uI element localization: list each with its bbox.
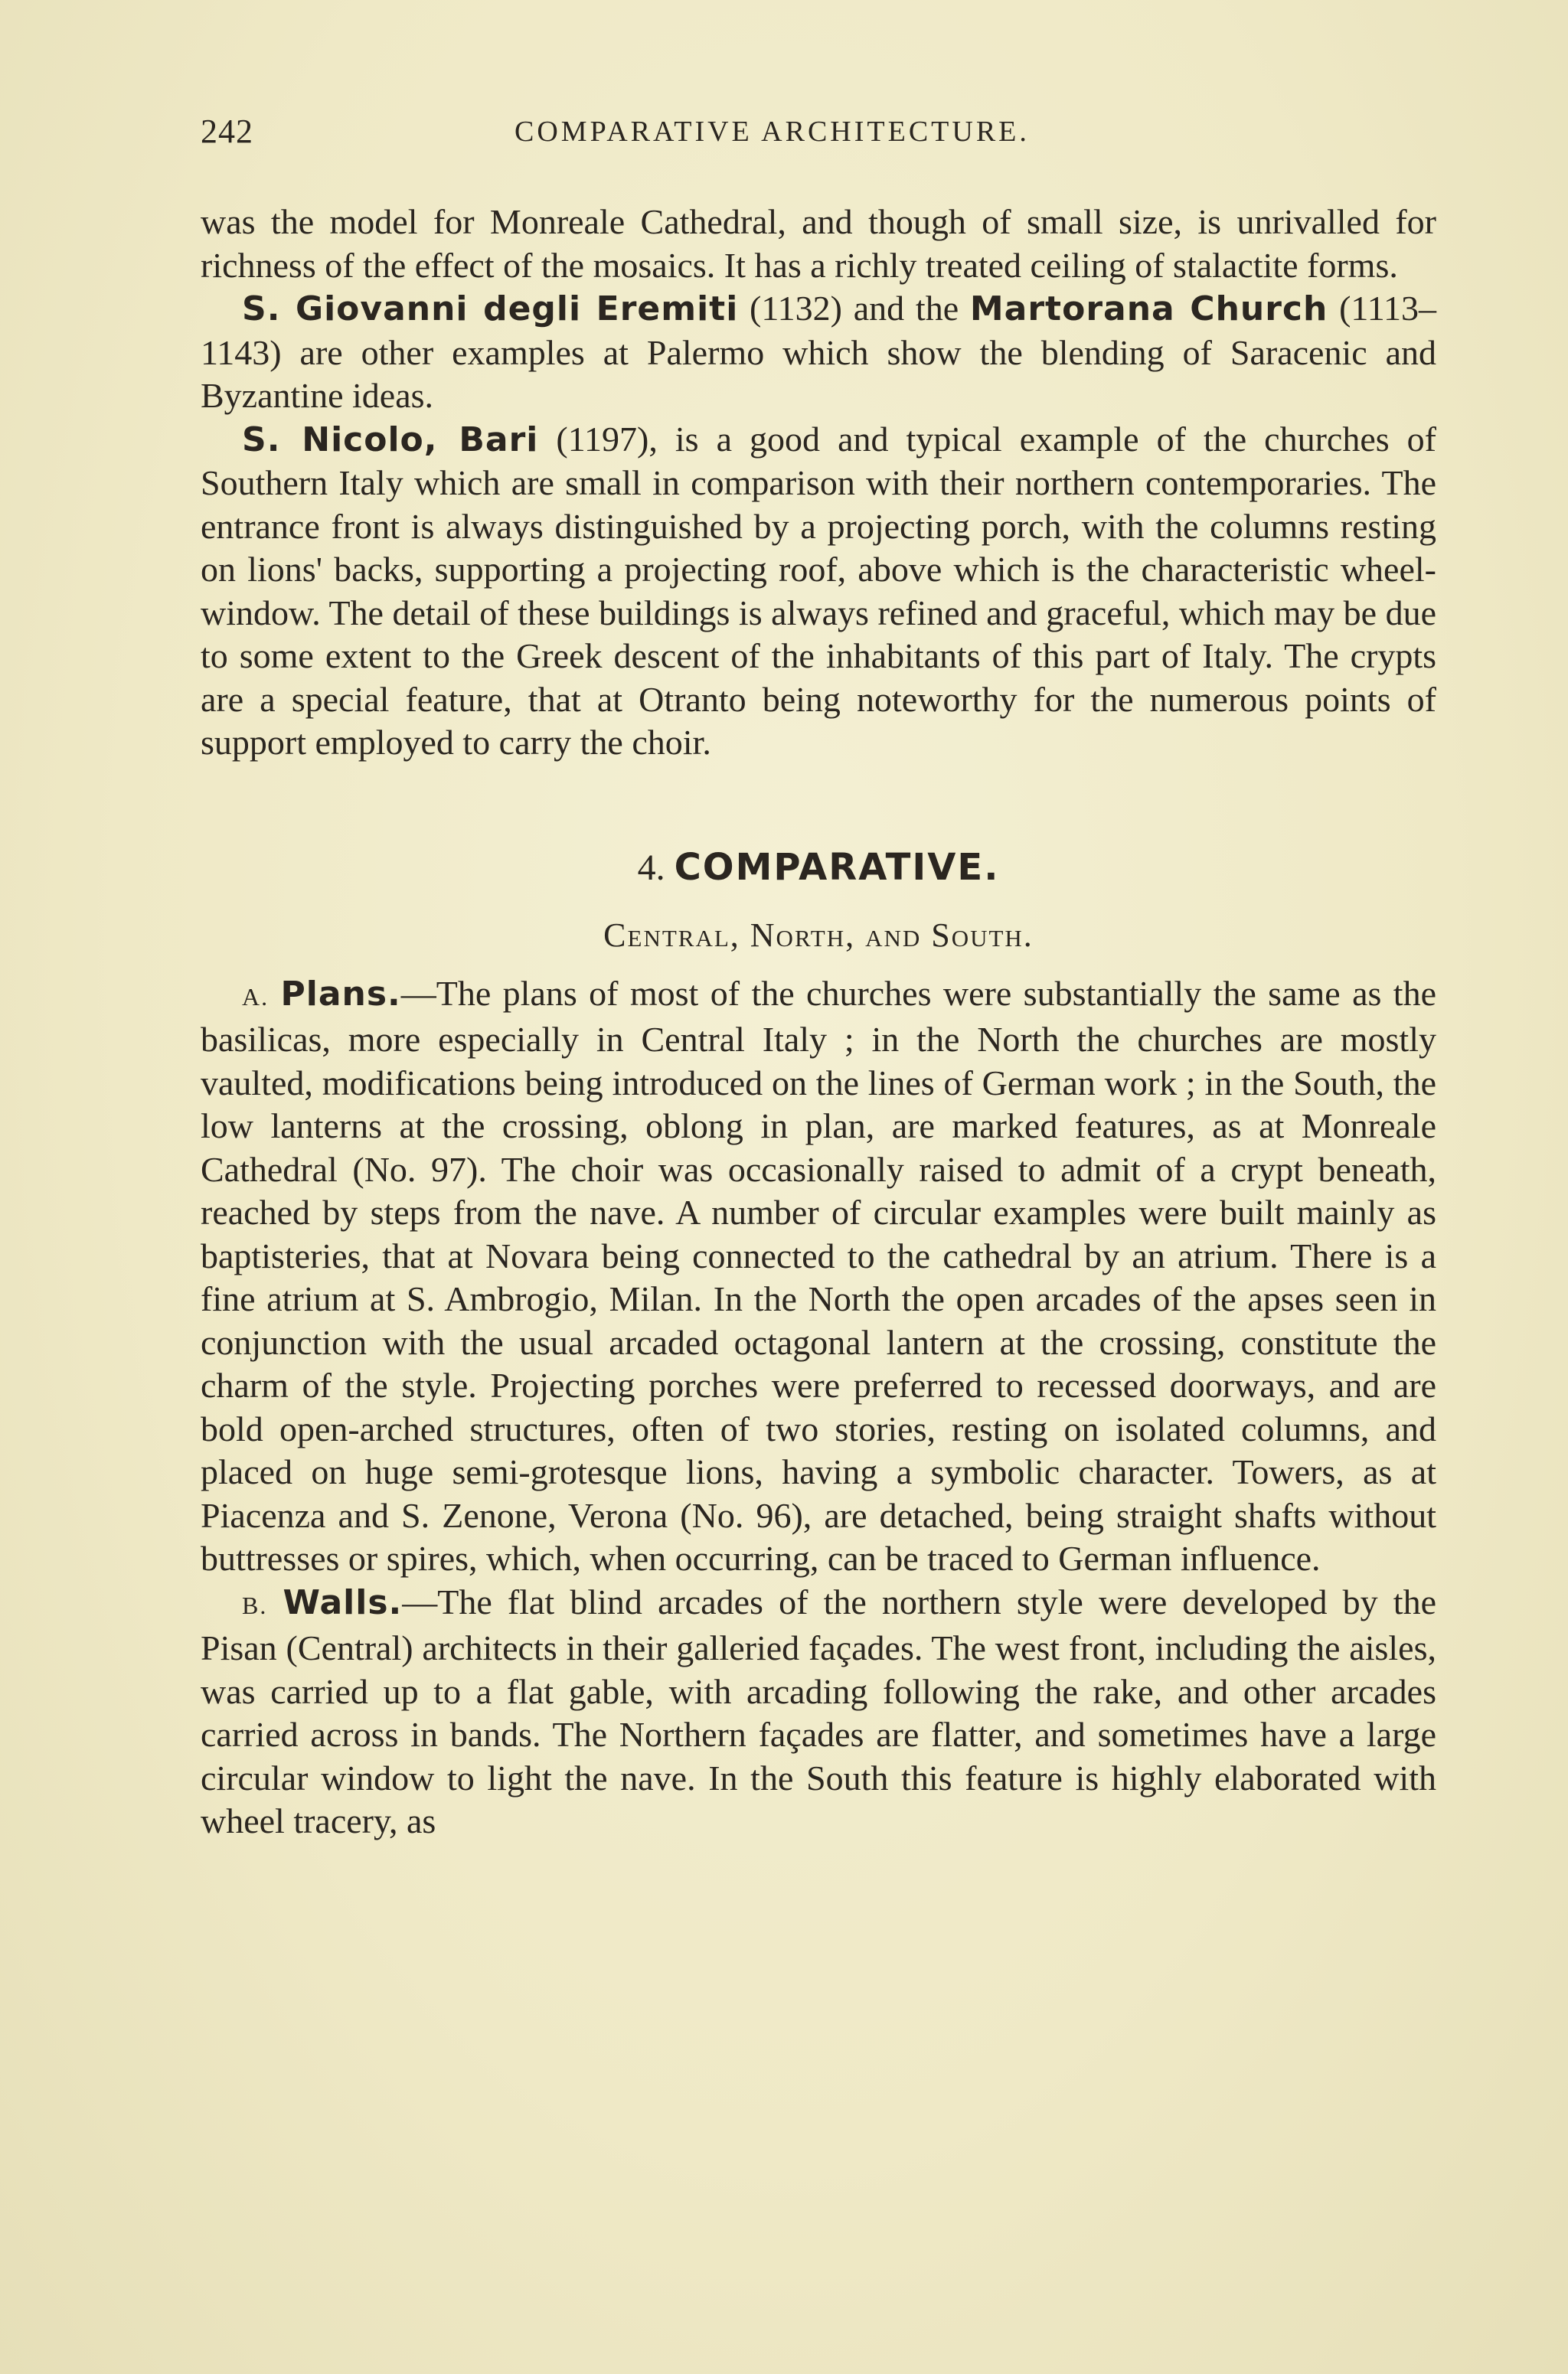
paragraph-plans [201, 972, 1436, 1581]
item-heading: Plans. [280, 974, 401, 1014]
bold-name: Martorana Church [969, 289, 1328, 328]
page-body [201, 201, 1436, 1843]
bold-name: S. Giovanni degli Eremiti [242, 289, 739, 328]
paragraph-text: (1132) and the [738, 289, 970, 328]
item-letter: A. [242, 982, 270, 1011]
section-title: COMPARATIVE. [674, 845, 1000, 889]
running-header [201, 107, 1436, 161]
section-heading [201, 844, 1436, 891]
section-number: 4. [637, 847, 665, 888]
paragraph-text: (1113–1143) are other examples at Palermo which show the blending of Saracenic and Byzantine ideas. [201, 289, 1437, 415]
paragraph-text: —The plans of most of the churches were substantially the same as the basilicas, more especially in Central Italy ; in the North the churches are mostly vaulted, modifications being introduced on the lines of German work ; in the South, the low lanterns at the crossing, oblong in plan, are marked features, as at Monreale Cathedral (No. 97). The choir was occasionally raised to admit of a crypt beneath, reached by steps from the nave. A number of circular examples were built mainly as baptisteries, that at Novara being connected to the cathedral by an atrium. There is a fine atrium at S. Ambrogio, Milan. In the North the open arcades of the apses seen in conjunction with the usual arcaded octagonal lantern at the crossing, constitute the charm of the style. Projecting porches were preferred to recessed doorways, and are bold open-arched structures, often of two stories, resting on isolated columns, and placed on huge semi-grotesque lions, having a symbolic character. Towers, as at Piacenza and S. Zenone, Verona (No. 96), are detached, being straight shafts without buttresses or spires, which, when occurring, can be traced to German influence. [201, 973, 1437, 1578]
item-heading: Walls. [283, 1582, 403, 1622]
paragraph-walls [201, 1581, 1436, 1843]
section-subtitle: Central, North, and South. [603, 916, 1034, 954]
book-page [201, 107, 1436, 1843]
paragraph-giovanni [201, 287, 1436, 418]
running-title: COMPARATIVE ARCHITECTURE. [514, 116, 1030, 148]
paragraph-text: was the model for Monreale Cathedral, and though of small size, is unrivalled for richness of the effect of the mosaics. It has a richly treated ceiling of stalactite forms. [201, 202, 1436, 285]
item-letter: B. [242, 1591, 268, 1619]
paragraph-text: (1197), is a good and typical example of the churches of Southern Italy which are small in comparison with their northern contemporaries. The entrance front is always distinguished by a projecting porch, with the columns resting on lions' backs, supporting a projecting roof, above which is the characteristic wheel-window. The detail of these buildings is always refined and graceful, which may be due to some extent to the Greek descent of the inhabitants of this part of Italy. The crypts are a special feature, that at Otranto being noteworthy for the numerous points of support employed to carry the choir. [201, 419, 1436, 762]
paragraph-text: —The flat blind arcades of the northern style were developed by the Pisan (Central) architects in their galleried façades. The west front, including the aisles, was carried up to a flat gable, with arcading following the rake, and other arcades carried across in bands. The Northern façades are flatter, and sometimes have a large circular window to light the nave. In the South this feature is highly elaborated with wheel tracery, as [201, 1582, 1436, 1840]
page-number: 242 [201, 113, 253, 150]
paragraph-continuation [201, 201, 1436, 287]
bold-name: S. Nicolo, Bari [242, 420, 539, 459]
paragraph-nicolo [201, 418, 1436, 765]
